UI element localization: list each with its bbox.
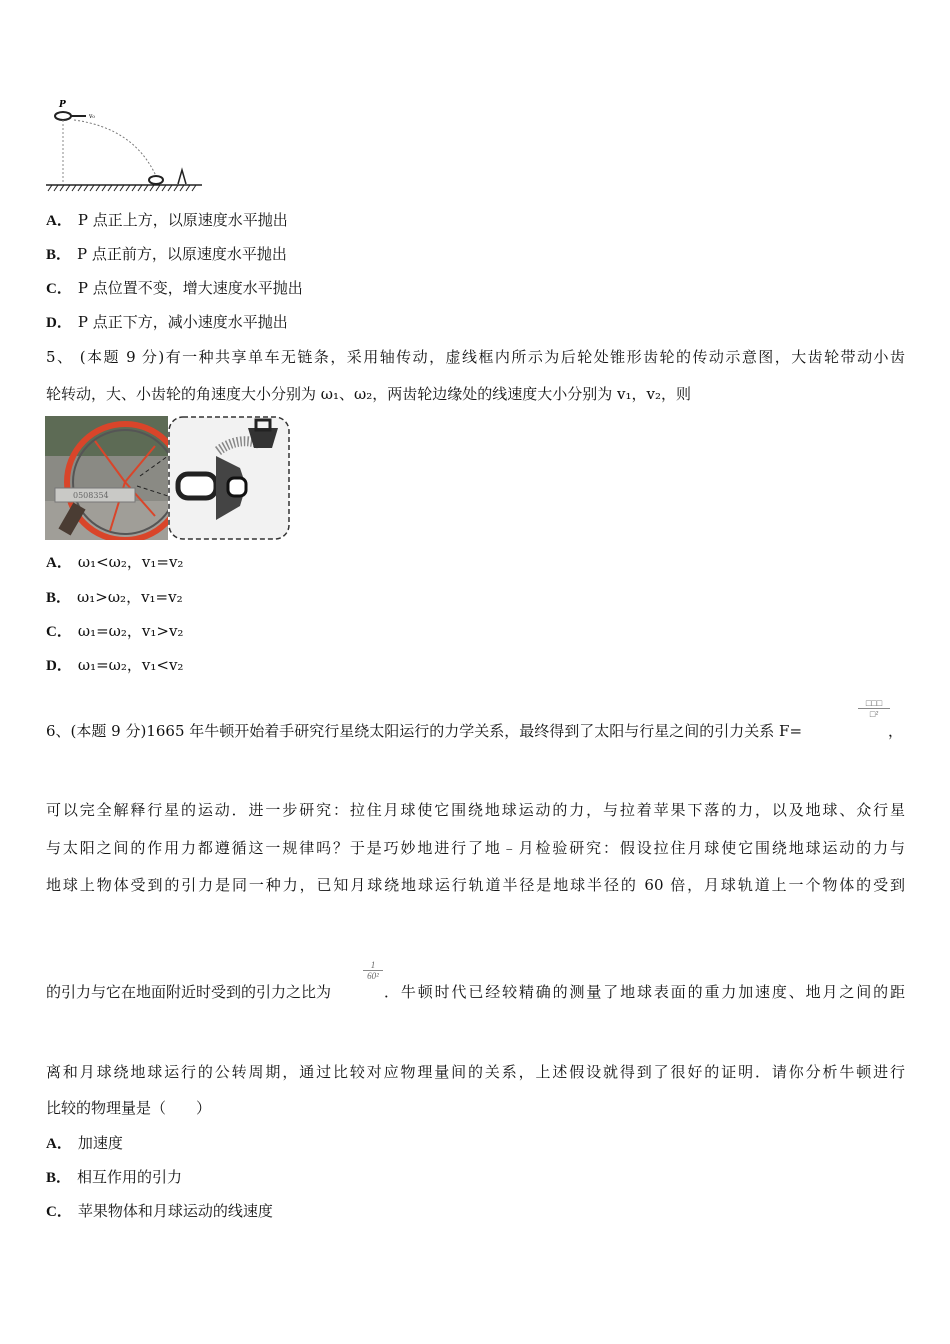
q6-stem-line5a: 的引力与它在地面附近时受到的引力之比为 (46, 983, 332, 1001)
point-p-label: P (59, 100, 66, 110)
ratio-numerator: 1 (370, 960, 376, 970)
q6-stem-line2: 可以完全解释行星的运动．进一步研究：拉住月球使它围绕地球运动的力，与拉着苹果下落的力，以及地球、众行星 (46, 801, 905, 819)
q4-option-c: C． P 点位置不变，增大速度水平抛出 (46, 279, 303, 297)
q6-option-c: C． 苹果物体和月球运动的线速度 (46, 1202, 273, 1220)
q4-option-a: A． P 点正上方，以原速度水平抛出 (46, 211, 288, 229)
q6-stem-line6: 离和月球绕地球运行的公转周期，通过比较对应物理量间的关系，上述假设就得到了很好的证明．请你分析牛顿进行 (46, 1063, 905, 1081)
q6-option-b: B． 相互作用的引力 (46, 1168, 183, 1186)
velocity-label: v₀ (89, 113, 95, 120)
formula-numerator: □□□ (865, 698, 883, 708)
q6-stem-line3: 与太阳之间的作用力都遵循这一规律吗？于是巧妙地进行了地﹣月检验研究：假设拉住月球使它围绕地球运动的力与 (46, 839, 905, 857)
q4-option-d: D． P 点正下方，减小速度水平抛出 (46, 313, 288, 331)
plate-text: 0508354 (73, 491, 109, 500)
bike-wheel-photo (45, 416, 168, 540)
q5-option-b: B． ω₁>ω₂，v₁=v₂ (46, 588, 183, 606)
formula-denominator: □² (858, 708, 890, 719)
q6-stem-line4: 地球上物体受到的引力是同一种力，已知月球绕地球运行轨道半径是地球半径的 60 倍，月球轨道上一个物体的受到 (46, 876, 905, 894)
bevel-gear-diagram (168, 416, 290, 540)
ratio-denominator: 60² (363, 970, 383, 981)
projectile-figure (44, 98, 204, 193)
q6-line1-end: ， (888, 722, 904, 740)
q5-option-c: C． ω₁=ω₂，v₁>v₂ (46, 622, 184, 640)
q5-option-a: A． ω₁<ω₂，v₁=v₂ (46, 553, 184, 571)
q6-stem-line5b: ．牛顿时代已经较精确的测量了地球表面的重力加速度、地月之间的距 (384, 983, 905, 1001)
q5-stem-line1: 5、 (本题 9 分)有一种共享单车无链条，采用轴传动，虚线框内所示为后轮处锥形齿轮的传动示意图，大齿轮带动小齿 (46, 348, 905, 366)
q6-option-a: A． 加速度 (46, 1134, 123, 1152)
gravitation-formula (858, 698, 890, 719)
q6-stem-line7: 比较的物理量是（ ） (46, 1099, 212, 1117)
q5-option-d: D． ω₁=ω₂，v₁<v₂ (46, 656, 184, 674)
q4-option-b: B． P 点正前方，以原速度水平抛出 (46, 245, 287, 263)
q6-stem-line1: 6、(本题 9 分)1665 年牛顿开始着手研究行星绕太阳运行的力学关系，最终得到了太阳与行星之间的引力关系 F= (46, 722, 803, 740)
ratio-fraction (363, 960, 383, 981)
q5-stem-line2: 轮转动，大、小齿轮的角速度大小分别为 ω₁、ω₂，两齿轮边缘处的线速度大小分别为 v₁，v₂，则 (46, 385, 692, 403)
